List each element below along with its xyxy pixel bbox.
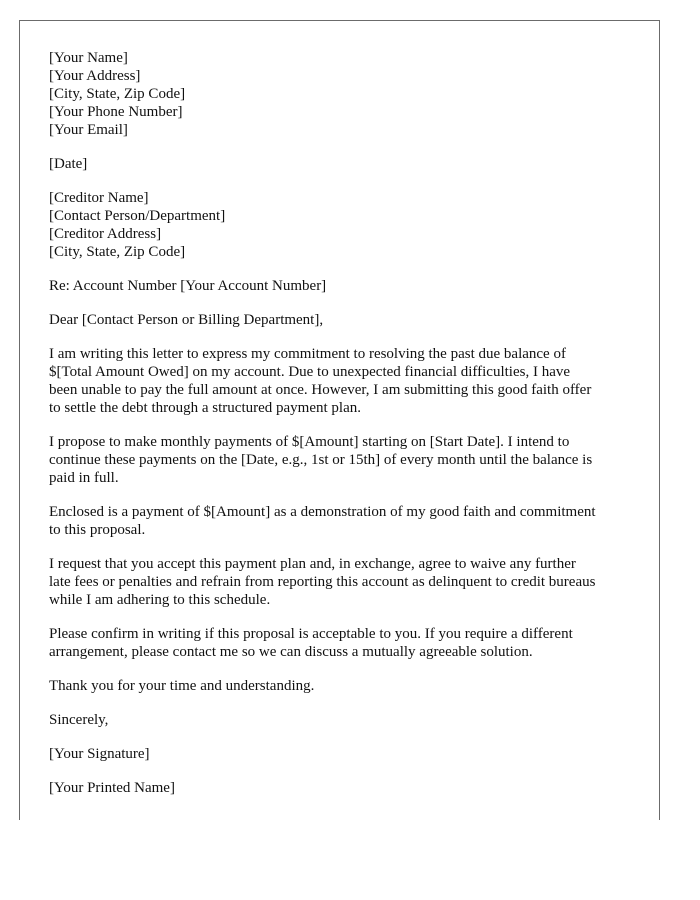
body-paragraph-confirm <box>49 625 649 661</box>
sender-city-state-zip: [City, State, Zip Code] <box>49 86 186 102</box>
paragraph-line: I am writing this letter to express my commitment to resolving the past due balance of <box>49 346 566 362</box>
recipient-contact: [Contact Person/Department] <box>49 208 226 224</box>
paragraph-line: to settle the debt through a structured payment plan. <box>49 400 361 416</box>
letter-page <box>19 20 660 820</box>
body-paragraph-enclosed <box>49 503 649 539</box>
sender-name: [Your Name] <box>49 50 128 66</box>
letter-date: [Date] <box>49 156 88 172</box>
paragraph-line: arrangement, please contact me so we can discuss a mutually agreeable solution. <box>49 644 533 660</box>
body-paragraph-proposal <box>49 433 649 487</box>
paragraph-line: Please confirm in writing if this proposal is acceptable to you. If you require a different <box>49 626 573 642</box>
recipient-name: [Creditor Name] <box>49 190 149 206</box>
recipient-city-state-zip: [City, State, Zip Code] <box>49 244 186 260</box>
paragraph-line: Enclosed is a payment of $[Amount] as a demonstration of my good faith and commitment <box>49 504 596 520</box>
subject-line: Re: Account Number [Your Account Number] <box>49 278 327 294</box>
body-paragraph-commitment <box>49 345 649 417</box>
sender-phone: [Your Phone Number] <box>49 104 183 120</box>
signature-placeholder: [Your Signature] <box>49 746 150 762</box>
recipient-block <box>49 189 649 261</box>
paragraph-line: to this proposal. <box>49 522 146 538</box>
printed-name: [Your Printed Name] <box>49 780 175 796</box>
thanks-line: Thank you for your time and understanding. <box>49 678 315 694</box>
salutation: Dear [Contact Person or Billing Department], <box>49 312 324 328</box>
paragraph-line: late fees or penalties and refrain from reporting this account as delinquent to credit bureaus <box>49 574 596 590</box>
paragraph-line: been unable to pay the full amount at once. However, I am submitting this good faith offer <box>49 382 592 398</box>
sender-block <box>49 49 649 139</box>
sender-address: [Your Address] <box>49 68 141 84</box>
paragraph-line: while I am adhering to this schedule. <box>49 592 271 608</box>
closing: Sincerely, <box>49 712 109 728</box>
recipient-address: [Creditor Address] <box>49 226 162 242</box>
body-paragraph-request <box>49 555 649 609</box>
paragraph-line: I propose to make monthly payments of $[Amount] starting on [Start Date]. I intend to <box>49 434 570 450</box>
sender-email: [Your Email] <box>49 122 128 138</box>
letter-body <box>49 49 649 813</box>
paragraph-line: I request that you accept this payment plan and, in exchange, agree to waive any further <box>49 556 576 572</box>
paragraph-line: continue these payments on the [Date, e.g., 1st or 15th] of every month until the balance is <box>49 452 593 468</box>
paragraph-line: paid in full. <box>49 470 119 486</box>
paragraph-line: $[Total Amount Owed] on my account. Due to unexpected financial difficulties, I have <box>49 364 571 380</box>
